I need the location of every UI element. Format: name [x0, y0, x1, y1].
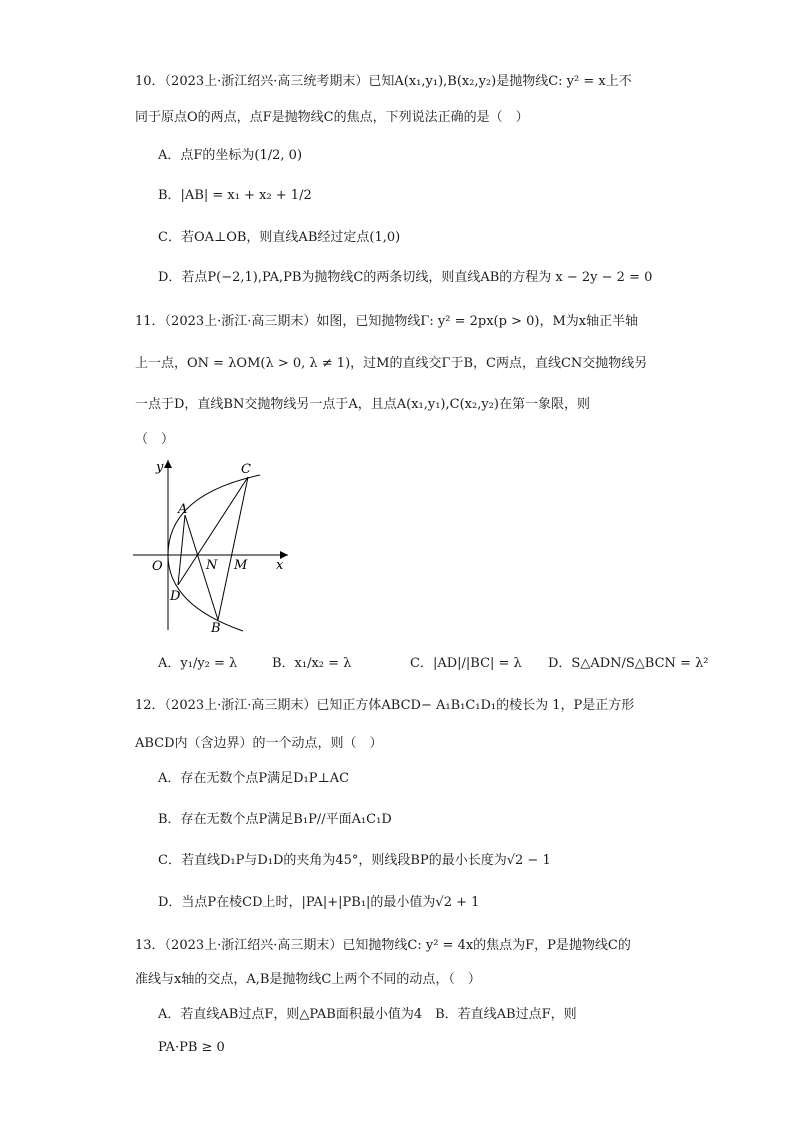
q11-option-c: C．|AD|/|BC| = λ	[410, 656, 522, 671]
q12-option-c: C．若直线D₁P与D₁D的夹角为45°，则线段BP的最小长度为√2 − 1	[158, 853, 551, 868]
q11-stem-line1: 11．（2023上·浙江·高三期末）如图，已知抛物线Γ: y² = 2px(p > 0)，M为x轴正半轴	[135, 314, 639, 329]
label-x: x	[276, 558, 284, 573]
q10-stem-line2: 同于原点O的两点，点F是抛物线C的焦点，下列说法正确的是（ ）	[135, 110, 529, 125]
q11-stem-line2: 上一点，ON = λOM(λ > 0, λ ≠ 1)，过M的直线交Γ于B，C两点，直线CN交抛物线另	[135, 356, 648, 371]
q12-stem-line1: 12．（2023上·浙江·高三期末）已知正方体ABCD− A₁B₁C₁D₁的棱长为 1，P是正方形	[135, 698, 635, 713]
label-a: A	[178, 502, 188, 517]
label-c: C	[241, 462, 251, 477]
label-d: D	[170, 589, 181, 604]
parabola-diagram	[128, 455, 298, 635]
q10-option-b: B．|AB| = x₁ + x₂ + 1/2	[158, 188, 312, 203]
q10-option-a: A．点F的坐标为(1/2, 0)	[158, 148, 303, 163]
line-ad	[178, 515, 185, 585]
label-b: B	[211, 621, 221, 635]
y-axis-arrow	[164, 460, 172, 468]
line-cb	[218, 477, 248, 620]
q12-option-d: D．当点P在棱CD上时，|PA|+|PB₁|的最小值为√2 + 1	[158, 895, 480, 910]
label-o: O	[152, 559, 163, 574]
q12-option-a: A．存在无数个点P满足D₁P⊥AC	[158, 771, 350, 786]
label-n: N	[206, 558, 218, 573]
q11-stem-line4: （ ）	[135, 432, 175, 447]
label-y: y	[156, 460, 164, 475]
q13-option-b-continuation: PA·PB ≥ 0	[158, 1040, 225, 1055]
q13-stem-line2: 准线与x轴的交点，A,B是抛物线C上两个不同的动点，（ ）	[135, 972, 481, 987]
q12-option-b: B．存在无数个点P满足B₁P//平面A₁C₁D	[158, 812, 392, 827]
q12-stem-line2: ABCD内（含边界）的一个动点，则（ ）	[135, 736, 383, 751]
q11-option-a: A．y₁/y₂ = λ	[158, 656, 238, 671]
q13-stem-line1: 13．（2023上·浙江绍兴·高三期末）已知抛物线C: y² = 4x的焦点为F，P是抛物线C的	[135, 938, 631, 953]
q10-option-d: D．若点P(−2,1),PA,PB为抛物线C的两条切线，则直线AB的方程为 x − 2y − 2 = 0	[158, 270, 653, 285]
q10-option-c: C．若OA⊥OB，则直线AB经过定点(1,0)	[158, 230, 401, 245]
q13-option-a: A．若直线AB过点F，则△PAB面积最小值为4 B．若直线AB过点F，则	[158, 1007, 577, 1022]
q11-stem-line3: 一点于D，直线BN交抛物线另一点于A，且点A(x₁,y₁),C(x₂,y₂)在第一象限，则	[135, 397, 590, 412]
parabola-figure	[128, 455, 298, 635]
q11-option-b: B．x₁/x₂ = λ	[272, 656, 352, 671]
q10-stem-line1: 10．（2023上·浙江绍兴·高三统考期末）已知A(x₁,y₁),B(x₂,y₂)是抛物线C: y² = x上不	[135, 74, 632, 89]
label-m: M	[234, 558, 248, 573]
q11-option-d: D．S△ADN/S△BCN = λ²	[548, 656, 709, 671]
